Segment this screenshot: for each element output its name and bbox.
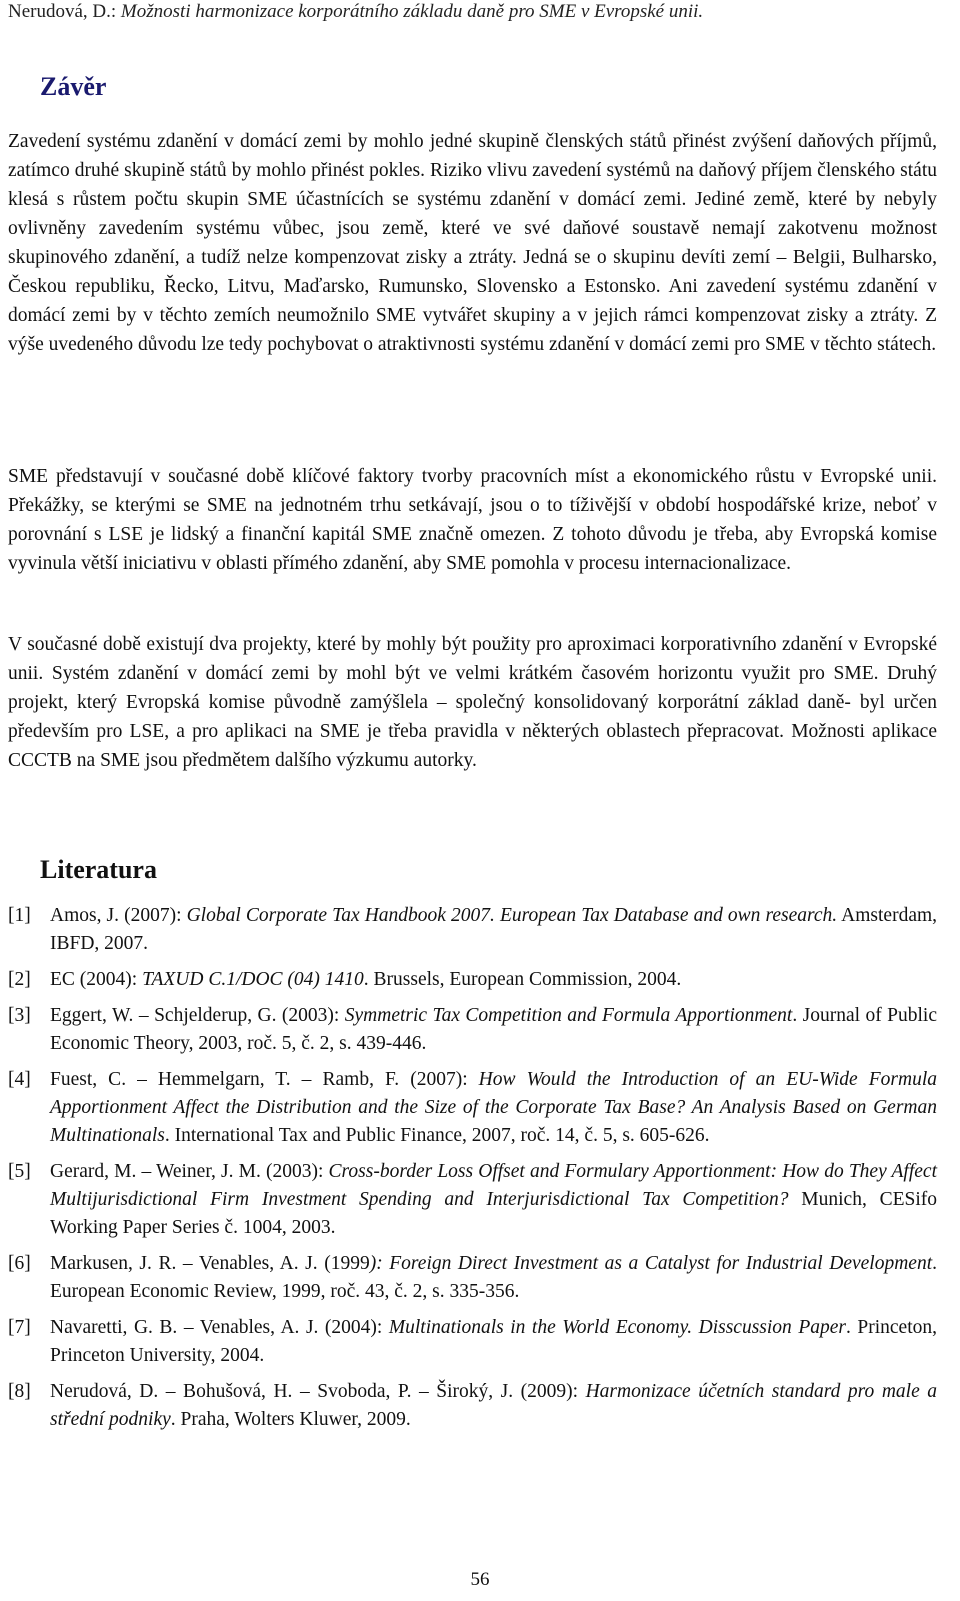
reference-title: Symmetric Tax Competition and Formula Apportionment — [344, 1005, 793, 1026]
conclusion-heading: Závěr — [40, 72, 107, 101]
reference-title: Harmonizace účetních standard pro male a střední podniky — [50, 1381, 938, 1430]
reference-authors: Eggert, W. – Schjelderup, G. (2003): — [50, 1005, 345, 1026]
reference-number: [2] — [8, 969, 31, 990]
reference-item — [8, 1314, 937, 1370]
reference-publication: . Journal of Public Economic Theory, 2003, roč. 5, č. 2, s. 439-446. — [50, 1005, 937, 1054]
reference-number: [1] — [8, 905, 31, 926]
reference-title: Global Corporate Tax Handbook 2007. European Tax Database and own research. — [186, 905, 838, 926]
reference-item — [8, 1378, 937, 1434]
reference-item — [8, 966, 937, 994]
reference-number: [8] — [8, 1381, 31, 1402]
reference-publication: . Praha, Wolters Kluwer, 2009. — [170, 1409, 411, 1430]
reference-number: [7] — [8, 1317, 31, 1338]
reference-publication: Munich, CESifo Working Paper Series č. 1004, 2003. — [50, 1189, 937, 1238]
reference-title: Multinationals in the World Economy. Disscussion Paper — [388, 1317, 846, 1338]
reference-title: Cross-border Loss Offset and Formulary Apportionment: How do They Affect Multijurisdictional Firm Investment Spending and Interjurisdictional Tax Competition? — [50, 1161, 937, 1210]
header-title: Možnosti harmonizace korporátního základu daně pro SME v Evropské unii. — [116, 1, 704, 22]
header-author: Nerudová, D.: — [8, 1, 117, 22]
reference-authors: Fuest, C. – Hemmelgarn, T. – Ramb, F. (2007): — [50, 1069, 479, 1090]
conclusion-paragraph-1: Zavedení systému zdanění v domácí zemi by mohlo jedné skupině členských států přinést zvýšení daňových příjmů, zatímco druhé skupině států by mohlo přinést pokles. Riziko vlivu zavedení systémů na daňový příjem členského státu klesá s růstem počtu skupin SME účastnících se systému zdanění v domácí zemi. Jediné země, které by nebyly ovlivněny zavedením systému vůbec, jsou země, které ve své daňové soustavě nemají zakotvenu možnost skupinového zdanění, a tudíž nelze kompenzovat zisky a ztráty. Jedná se o skupinu devíti zemí – Belgii, Bulharsko, Českou republiku, Řecko, Litvu, Maďarsko, Rumunsko, Slovensko a Estonsko. Ani zavedení systému zdanění v domácí zemi by v těchto zemích neumožnilo SME vytvářet skupiny a v jejich rámci kompenzovat zisky a ztráty. Z výše uvedeného důvodu lze tedy pochybovat o atraktivnosti systému zdanění v domácí zemi pro SME v těchto státech. — [8, 131, 937, 355]
reference-authors: Gerard, M. – Weiner, J. M. (2003): — [50, 1161, 329, 1182]
reference-authors: EC (2004): — [50, 969, 143, 990]
reference-item — [8, 1002, 937, 1058]
reference-publication: Amsterdam, IBFD, 2007. — [50, 905, 938, 954]
reference-authors: Nerudová, D. – Bohušová, H. – Svoboda, P. – Široký, J. (2009): — [50, 1381, 586, 1402]
reference-item — [8, 1158, 937, 1242]
reference-authors: Amos, J. (2007): — [50, 905, 187, 926]
reference-authors: Markusen, J. R. – Venables, A. J. (1999 — [50, 1253, 370, 1274]
reference-item — [8, 1250, 937, 1306]
reference-list — [8, 902, 937, 1442]
running-header — [8, 0, 948, 24]
reference-item — [8, 902, 937, 958]
reference-title: ): Foreign Direct Investment as a Catalyst for Industrial Development — [369, 1253, 933, 1274]
reference-title: How Would the Introduction of an EU-Wide Formula Apportionment Affect the Distribution and the Size of the Corporate Tax Base? An Analysis Based on German Multinationals — [50, 1069, 937, 1146]
literature-heading: Literatura — [40, 855, 157, 884]
reference-number: [4] — [8, 1069, 31, 1090]
page-number: 56 — [470, 1569, 490, 1590]
reference-number: [6] — [8, 1253, 31, 1274]
reference-item — [8, 1066, 937, 1150]
reference-publication: . International Tax and Public Finance, 2007, roč. 14, č. 5, s. 605-626. — [164, 1125, 710, 1146]
conclusion-paragraph-2: SME představují v současné době klíčové faktory tvorby pracovních míst a ekonomického růstu v Evropské unii. Překážky, se kterými se SME na jednotném trhu setkávají, jsou o to tíživější v období hospodářské krize, neboť v porovnání s LSE je lidský a finanční kapitál SME značně omezen. Z tohoto důvodu je třeba, aby Evropská komise vyvinula větší iniciativu v oblasti přímého zdanění, aby SME pomohla v procesu internacionalizace. — [8, 466, 937, 574]
reference-publication: . Princeton, Princeton University, 2004. — [50, 1317, 937, 1366]
reference-authors: Navaretti, G. B. – Venables, A. J. (2004): — [50, 1317, 389, 1338]
reference-number: [5] — [8, 1161, 31, 1182]
reference-publication: . European Economic Review, 1999, roč. 43, č. 2, s. 335-356. — [50, 1253, 937, 1302]
conclusion-paragraph-3: V současné době existují dva projekty, které by mohly být použity pro aproximaci korporativního zdanění v Evropské unii. Systém zdanění v domácí zemi by mohl být ve velmi krátkém časovém horizontu využit pro SME. Druhý projekt, který Evropská komise původně zamýšlela – společný konsolidovaný korporátní základ daně- byl určen především pro LSE, a pro aplikaci na SME je třeba pravidla v některých oblastech přepracovat. Možnosti aplikace CCCTB na SME jsou předmětem dalšího výzkumu autorky. — [8, 634, 937, 771]
reference-number: [3] — [8, 1005, 31, 1026]
reference-publication: . Brussels, European Commission, 2004. — [363, 969, 682, 990]
reference-title: TAXUD C.1/DOC (04) 1410 — [142, 969, 364, 990]
